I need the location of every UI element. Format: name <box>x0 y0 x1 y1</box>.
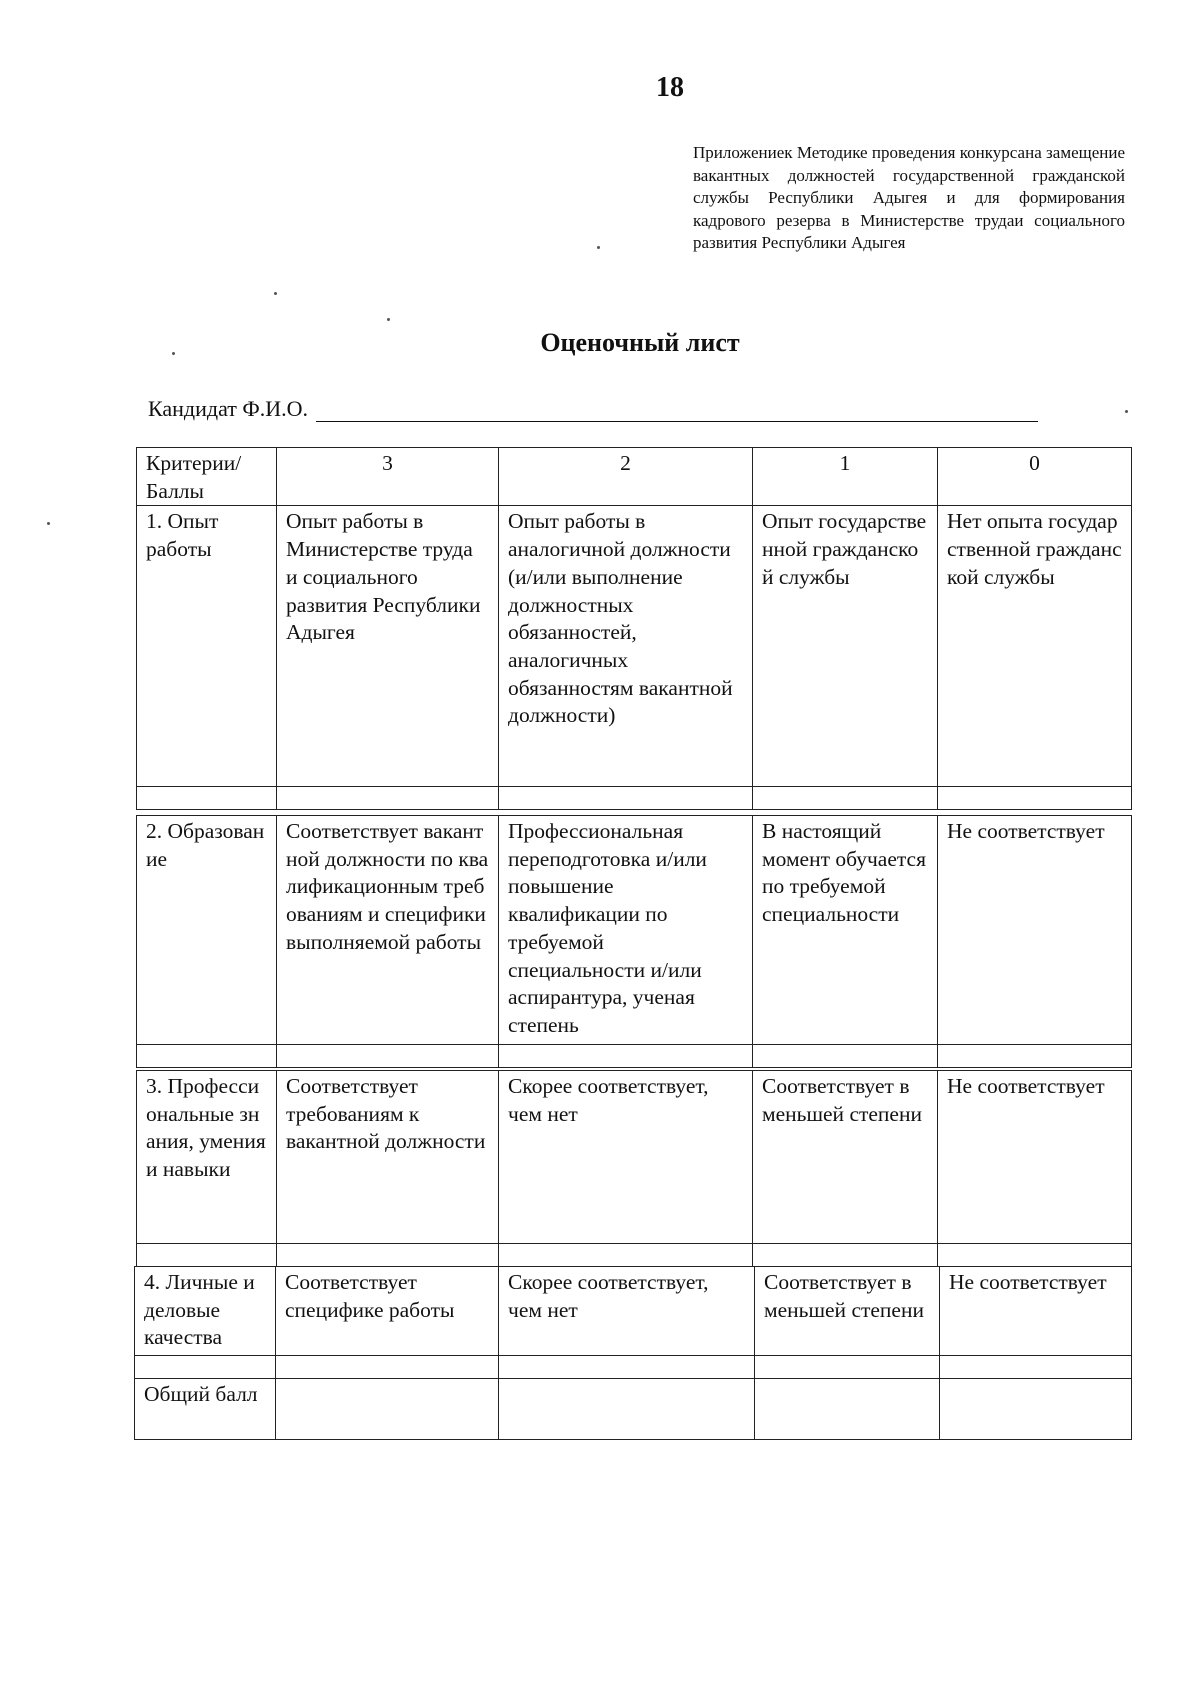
score-entry-cell[interactable] <box>755 1356 940 1379</box>
cell-score-2: Опыт работы в аналогичной должности (и/или выполнение должностных обязанностей, аналогичных обязанностям вакантной должности) <box>499 506 753 787</box>
table-row-criterion-1 <box>137 506 1132 787</box>
header-score-0: 0 <box>938 448 1132 506</box>
total-score-cell[interactable] <box>276 1379 499 1440</box>
score-entry-cell[interactable] <box>499 1244 753 1267</box>
criterion-label: 2. Образование <box>137 816 277 1045</box>
total-score-cell[interactable] <box>940 1379 1132 1440</box>
total-row <box>135 1379 1132 1440</box>
page-number: 18 <box>656 72 684 103</box>
score-entry-cell[interactable] <box>499 787 753 810</box>
cell-score-1: Опыт государственной гражданской службы <box>753 506 938 787</box>
score-table-block-2 <box>136 815 1132 1068</box>
scan-speck <box>387 318 390 321</box>
cell-score-3: Опыт работы в Министерстве труда и социального развития Республики Адыгея <box>277 506 499 787</box>
score-entry-cell[interactable] <box>938 1244 1132 1267</box>
cell-score-0: Нет опыта государственной гражданской службы <box>938 506 1132 787</box>
cell-score-1: Соответствует в меньшей степени <box>753 1071 938 1244</box>
appendix-note: Приложениек Методике проведения конкурсана замещение вакантных должностей государственной гражданской службы Республики Адыгея и для формирования кадрового резерва в Министерстве трудаи социального развития Республики Адыгея <box>693 143 1125 252</box>
scan-speck <box>47 522 50 525</box>
header-row <box>137 448 1132 506</box>
cell-score-2: Скорее соответствует, чем нет <box>499 1071 753 1244</box>
table-row-criterion-2 <box>137 816 1132 1045</box>
cell-score-3: Соответствует специфике работы <box>276 1267 499 1356</box>
candidate-field <box>148 396 1038 422</box>
document-title: Оценочный лист <box>540 328 740 357</box>
score-entry-cell[interactable] <box>277 1045 499 1068</box>
criterion-label: 4. Личные и деловые качества <box>135 1267 276 1356</box>
total-label: Общий балл <box>135 1379 276 1440</box>
score-entry-cell[interactable] <box>277 1244 499 1267</box>
score-entry-cell[interactable] <box>938 787 1132 810</box>
score-table-block-4 <box>134 1266 1132 1440</box>
cell-score-3: Соответствует вакантной должности по квалификационным требованиям и специфики выполняемой работы <box>277 816 499 1045</box>
cell-score-2: Скорее соответствует, чем нет <box>499 1267 755 1356</box>
cell-score-0: Не соответствует <box>938 1071 1132 1244</box>
cell-score-3: Соответствует требованиям к вакантной должности <box>277 1071 499 1244</box>
table-row-criterion-4 <box>135 1267 1132 1356</box>
score-entry-cell[interactable] <box>137 1045 277 1068</box>
score-table-block-1 <box>136 447 1132 810</box>
candidate-name-line[interactable] <box>316 401 1038 422</box>
score-entry-cell[interactable] <box>135 1356 276 1379</box>
header-score-1: 1 <box>753 448 938 506</box>
score-entry-cell[interactable] <box>276 1356 499 1379</box>
criterion-label: 1. Опыт работы <box>137 506 277 787</box>
score-entry-row <box>135 1356 1132 1379</box>
cell-score-1: В настоящий момент обучается по требуемой специальности <box>753 816 938 1045</box>
table-row-criterion-3 <box>137 1071 1132 1244</box>
scan-speck <box>172 352 175 355</box>
score-entry-cell[interactable] <box>137 1244 277 1267</box>
score-entry-cell[interactable] <box>499 1356 755 1379</box>
header-score-2: 2 <box>499 448 753 506</box>
criterion-label: 3. Профессиональные знания, умения и навыки <box>137 1071 277 1244</box>
score-entry-cell[interactable] <box>940 1356 1132 1379</box>
score-entry-row <box>137 787 1132 810</box>
cell-score-2: Профессиональная переподготовка и/или повышение квалификации по требуемой специальности и/или аспирантура, ученая степень <box>499 816 753 1045</box>
score-table-block-3 <box>136 1070 1132 1267</box>
total-score-cell[interactable] <box>755 1379 940 1440</box>
header-criteria: Критерии/ Баллы <box>137 448 277 506</box>
scan-speck <box>1125 410 1128 413</box>
score-entry-row <box>137 1244 1132 1267</box>
score-entry-cell[interactable] <box>938 1045 1132 1068</box>
score-entry-row <box>137 1045 1132 1068</box>
cell-score-0: Не соответствует <box>940 1267 1132 1356</box>
cell-score-1: Соответствует в меньшей степени <box>755 1267 940 1356</box>
score-entry-cell[interactable] <box>499 1045 753 1068</box>
total-score-cell[interactable] <box>499 1379 755 1440</box>
score-entry-cell[interactable] <box>277 787 499 810</box>
score-entry-cell[interactable] <box>753 787 938 810</box>
header-score-3: 3 <box>277 448 499 506</box>
scan-speck <box>274 292 277 295</box>
score-entry-cell[interactable] <box>137 787 277 810</box>
scan-speck <box>597 246 600 249</box>
cell-score-0: Не соответствует <box>938 816 1132 1045</box>
candidate-label: Кандидат Ф.И.О. <box>148 396 309 421</box>
score-entry-cell[interactable] <box>753 1244 938 1267</box>
score-entry-cell[interactable] <box>753 1045 938 1068</box>
